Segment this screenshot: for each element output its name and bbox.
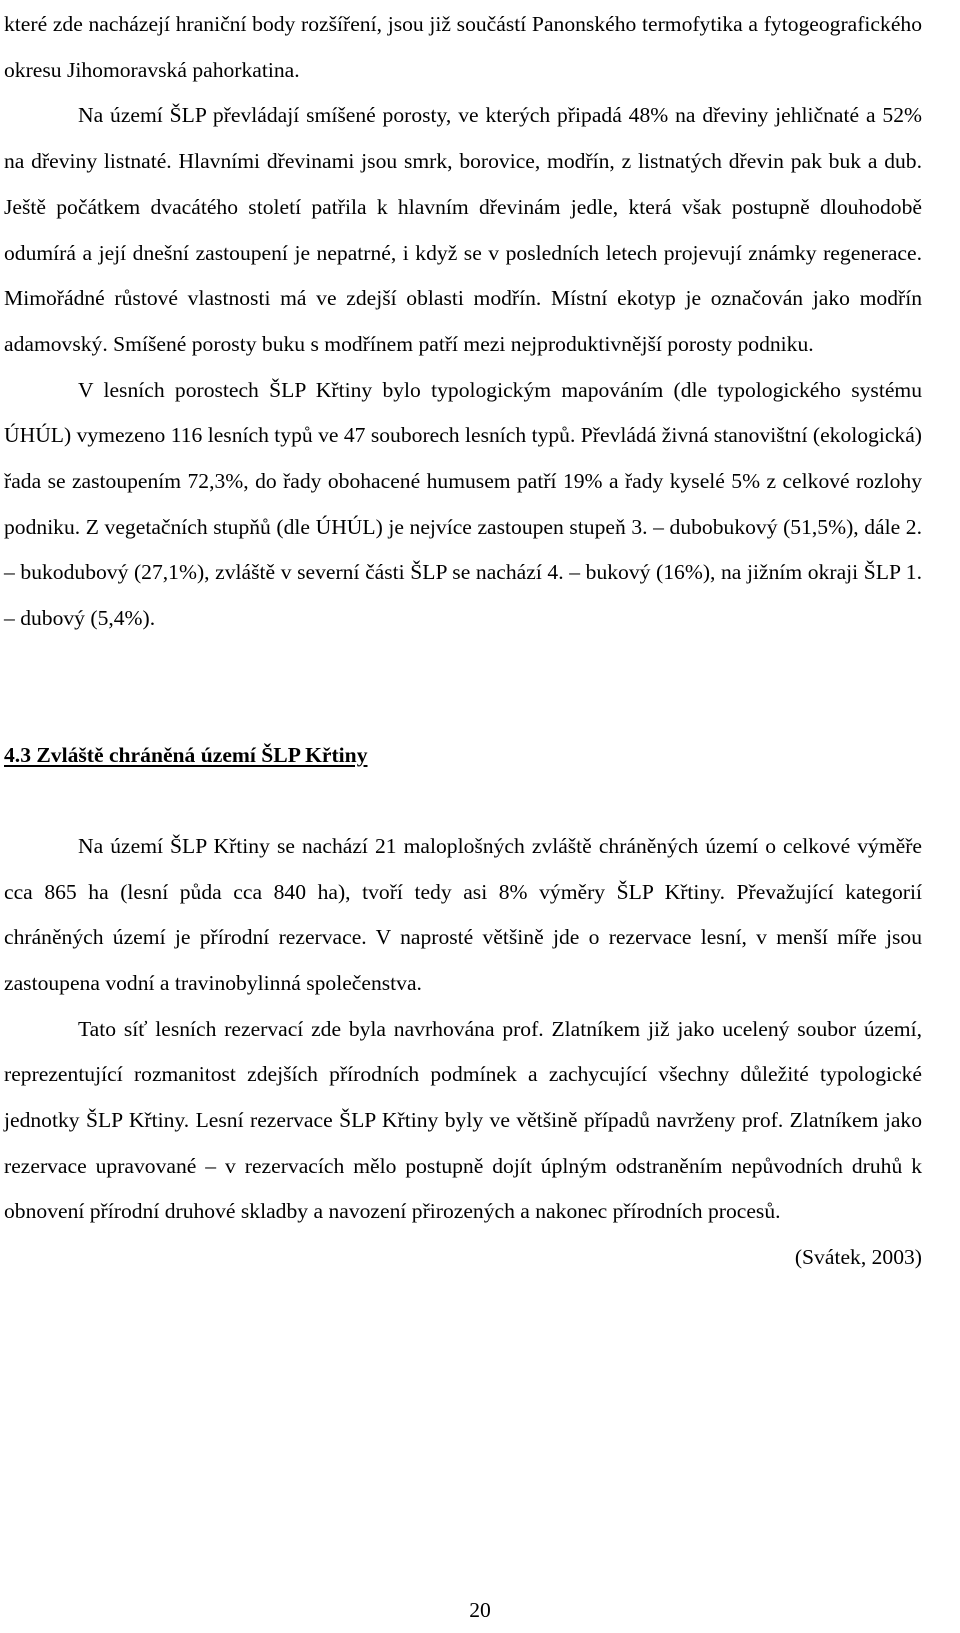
paragraph-reserve-network: Tato síť lesních rezervací zde byla navrhována prof. Zlatníkem již jako ucelený soubor území, reprezentující rozmanitost zdejších přírodních podmínek a zachycující všechny důležité typologické jednotky ŠLP Křtiny. Lesní rezervace ŠLP Křtiny byly ve většině případů navrženy prof. Zlatníkem jako rezervace upravované – v rezervacích mělo postupně dojít úplným odstraněním nepůvodních druhů k obnovení přírodní druhové skladby a navození přirozených a nakonec přírodních procesů.	[4, 1016, 922, 1224]
spacer	[4, 642, 922, 733]
section-heading: 4.3 Zvláště chráněná území ŠLP Křtiny	[4, 742, 368, 767]
page-number: 20	[469, 1598, 491, 1622]
citation: (Svátek, 2003)	[794, 1245, 922, 1270]
paragraph-tree-species: Na území ŠLP převládají smíšené porosty, ve kterých připadá 48% na dřeviny jehličnaté a 52% na dřeviny listnaté. Hlavními dřevinami jsou smrk, borovice, modřín, z listnatých dřevin pak buk a dub. Ještě počátkem dvacátého století patřila k hlavním dřevinám jedle, která však postupně dlouhodobě odumírá a její dnešní zastoupení je nepatrné, i když se v posledních letech projevují známky regenerace. Mimořádné růstové vlastnosti má ve zdejší oblasti modřín. Místní ekotyp je označován jako modřín adamovský. Smíšené porosty buku s modřínem patří mezi nejproduktivnější porosty podniku.	[4, 103, 922, 356]
paragraph-protected-areas: Na území ŠLP Křtiny se nachází 21 maloplošných zvláště chráněných území o celkové výměře cca 865 ha (lesní půda cca 840 ha), tvoří tedy asi 8% výměry ŠLP Křtiny. Převažující kategorií chráněných území je přírodní rezervace. V naprosté většině jde o rezervace lesní, v menší míře jsou zastoupena vodní a travinobylinná společenstva.	[4, 833, 922, 995]
paragraph-continuation: které zde nacházejí hraniční body rozšíření, jsou již součástí Panonského termofytika a fytogeografického okresu Jihomoravská pahorkatina.	[4, 12, 922, 82]
paragraph-forest-types: V lesních porostech ŠLP Křtiny bylo typologickým mapováním (dle typologického systému ÚHÚL) vymezeno 116 lesních typů ve 47 souborech lesních typů. Převládá živná stanovištní (ekologická) řada se zastoupením 72,3%, do řady obohacené humusem patří 19% a řady kyselé 5% z celkové rozlohy podniku. Z vegetačních stupňů (dle ÚHÚL) je nejvíce zastoupen stupeň 3. – dubobukový (51,5%), dále 2. – bukodubový (27,1%), zvláště v severní části ŠLP se nachází 4. – bukový (16%), na jižním okraji ŠLP 1. – dubový (5,4%).	[4, 377, 922, 631]
